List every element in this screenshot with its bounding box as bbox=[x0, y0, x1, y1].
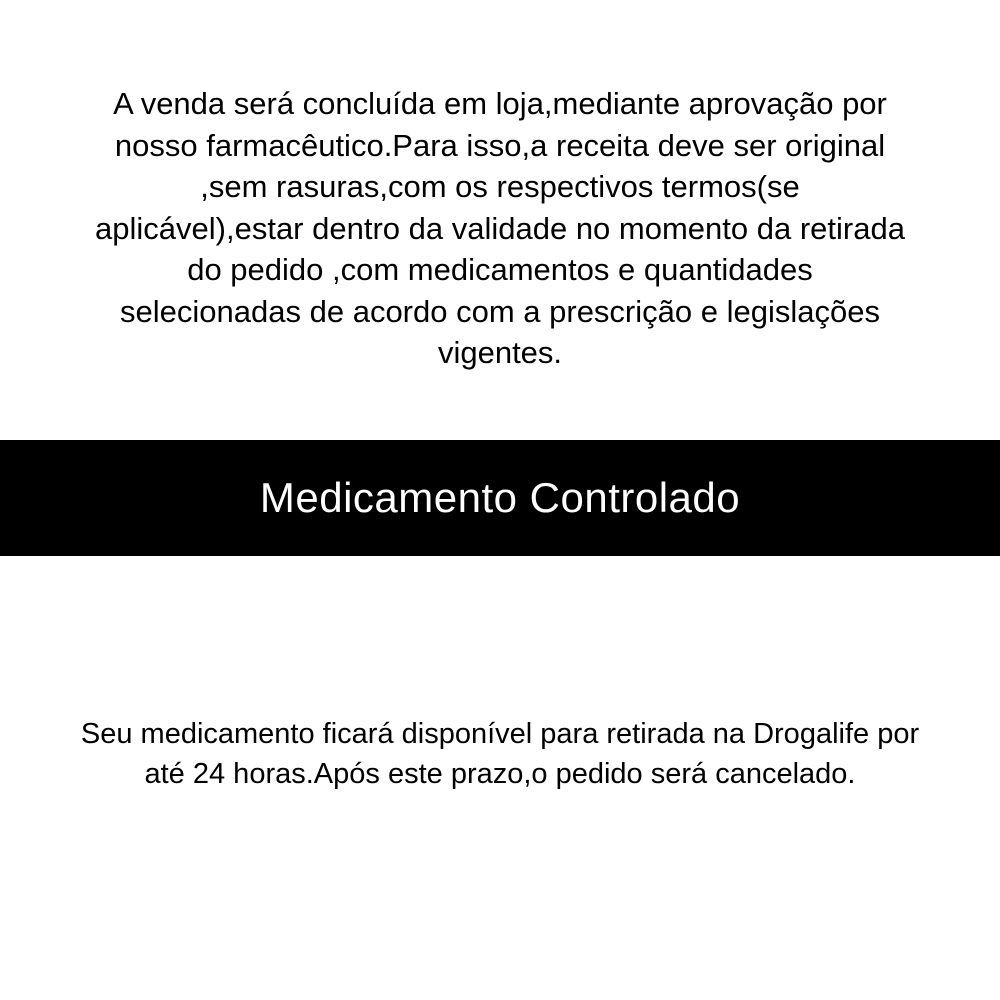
notice-section bbox=[0, 685, 1000, 823]
banner-label: Medicamento Controlado bbox=[259, 474, 741, 521]
intro-paragraph: A venda será concluída em loja,mediante aprovação por nosso farmacêutico.Para isso,a receita deve ser original ,sem rasuras,com os respectivos termos(se aplicável),estar dentro da validade no momento da retirada do pedido ,com medicamentos e quantidades selecionadas de acordo com a prescrição e legislações vigentes. bbox=[95, 86, 905, 370]
intro-section bbox=[0, 0, 1000, 405]
notice-paragraph: Seu medicamento ficará disponível para retirada na Drogalife por até 24 horas.Após este prazo,o pedido será cancelado. bbox=[80, 718, 920, 790]
controlled-medication-banner bbox=[0, 440, 1000, 556]
